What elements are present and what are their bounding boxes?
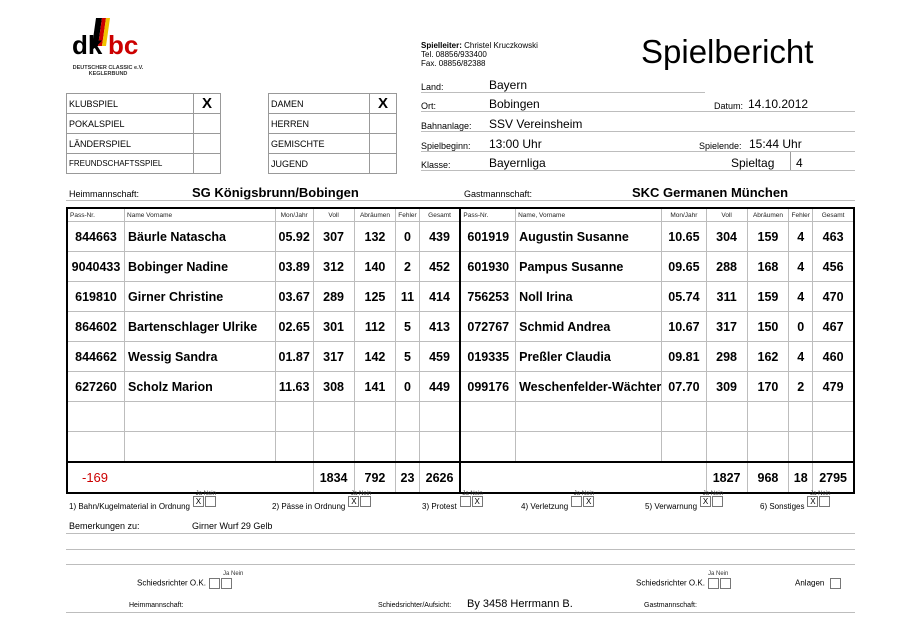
guest-cell-fehler[interactable]: 4 (789, 252, 813, 282)
home-cell-gesamt[interactable] (419, 402, 460, 432)
check-ja-checkbox[interactable]: X (700, 496, 711, 507)
home-cell-voll[interactable]: 289 (313, 282, 354, 312)
guest-cell-name[interactable]: Weschenfelder-Wächter (516, 372, 662, 402)
klasse-label: Klasse: (421, 160, 451, 170)
organizer-label: Spielleiter: (421, 41, 462, 50)
game-type-klubspiel: KLUBSPIEL (67, 94, 194, 114)
check-label: 5) Verwarnung (645, 502, 698, 511)
guest-cell-abr[interactable]: 168 (747, 252, 789, 282)
anlagen-block (795, 578, 841, 589)
check-item (645, 491, 723, 515)
check-ja-checkbox[interactable] (571, 496, 582, 507)
check-nein-checkbox[interactable] (712, 496, 723, 507)
home-cell-fehler[interactable]: 11 (396, 282, 419, 312)
home-cell-abr[interactable]: 125 (354, 282, 396, 312)
anlagen-label: Anlagen (795, 578, 825, 588)
guest-cell-gesamt[interactable]: 463 (813, 222, 854, 252)
col-pass: Pass-Nr. (460, 208, 515, 222)
spieltag-label: Spieltag (731, 156, 775, 170)
home-cell-abr[interactable]: 132 (354, 222, 396, 252)
guest-cell-abr[interactable]: 159 (747, 222, 789, 252)
guest-cell-pass[interactable]: 099176 (460, 372, 515, 402)
datum-label: Datum: (714, 101, 744, 111)
gender-type-mark[interactable] (370, 114, 397, 134)
anlagen-checkbox[interactable] (830, 578, 841, 589)
guest-cell-fehler[interactable]: 4 (789, 342, 813, 372)
col-abr: Abräumen (354, 208, 396, 222)
guest-cell-year[interactable]: 07.70 (662, 372, 706, 402)
guest-cell-pass[interactable] (460, 432, 515, 463)
col-year: Mon/Jahr (275, 208, 313, 222)
spielende-value[interactable]: 15:44 Uhr (749, 137, 802, 151)
game-type-mark[interactable]: X (194, 94, 221, 114)
logo-graphic (66, 16, 150, 60)
guest-team[interactable]: SKC Germanen München (632, 185, 789, 200)
results-table (66, 207, 855, 494)
organizer-name: Christel Kruczkowski (464, 41, 538, 50)
logo-letters-bc: bc (108, 30, 139, 60)
guest-cell-pass[interactable] (460, 402, 515, 432)
spielende-label: Spielende: (699, 141, 742, 151)
check-item (521, 491, 594, 515)
home-cell-voll[interactable] (313, 402, 354, 432)
ja-nein-label: Ja Nein (351, 491, 372, 497)
guest-cell-voll[interactable]: 309 (706, 372, 747, 402)
table-row (67, 312, 854, 342)
check-label: 4) Verletzung (521, 502, 569, 511)
guest-cell-abr[interactable]: 150 (747, 312, 789, 342)
home-cell-gesamt[interactable] (419, 432, 460, 463)
ja-nein-label: Ja Nein (810, 491, 831, 497)
home-cell-name[interactable] (125, 432, 276, 463)
guest-cell-year[interactable] (662, 402, 706, 432)
gender-type-damen: DAMEN (269, 94, 370, 114)
remarks-text[interactable]: Girner Wurf 29 Gelb (192, 521, 273, 531)
check-label: 2) Pässe in Ordnung (272, 502, 346, 511)
home-cell-abr[interactable]: 142 (354, 342, 396, 372)
check-nein-checkbox[interactable]: X (583, 496, 594, 507)
guest-cell-voll[interactable]: 311 (706, 282, 747, 312)
check-nein-checkbox[interactable]: X (472, 496, 483, 507)
home-cell-fehler[interactable]: 2 (396, 252, 419, 282)
guest-cell-gesamt[interactable]: 467 (813, 312, 854, 342)
game-type-table (66, 93, 221, 174)
guest-cell-abr[interactable]: 159 (747, 282, 789, 312)
home-cell-year[interactable]: 03.89 (275, 252, 313, 282)
bahnanlage-label: Bahnanlage: (421, 121, 472, 131)
col-name: Name, Vorname (516, 208, 662, 222)
game-type-mark[interactable] (194, 134, 221, 154)
home-cell-year[interactable]: 03.67 (275, 282, 313, 312)
table-row (67, 432, 854, 463)
col-voll: Voll (706, 208, 747, 222)
col-gesamt: Gesamt (813, 208, 854, 222)
home-cell-voll[interactable]: 312 (313, 252, 354, 282)
game-type-freundschaftsspiel: FREUNDSCHAFTSSPIEL (67, 154, 194, 174)
check-label: 1) Bahn/Kugelmaterial in Ordnung (69, 502, 190, 511)
referee-ok-left (137, 578, 232, 589)
home-cell-year[interactable] (275, 432, 313, 463)
guest-cell-gesamt[interactable]: 479 (813, 372, 854, 402)
logo-letters-dk: dk (72, 30, 103, 60)
guest-cell-name[interactable] (516, 432, 662, 463)
home-cell-voll[interactable]: 317 (313, 342, 354, 372)
home-cell-name[interactable] (125, 402, 276, 432)
col-fehler: Fehler (396, 208, 419, 222)
logo (66, 16, 150, 77)
home-cell-voll[interactable] (313, 432, 354, 463)
gender-type-gemischte: GEMISCHTE (269, 134, 370, 154)
logo-line1: DEUTSCHER CLASSIC e.V. (72, 65, 144, 71)
guest-cell-voll[interactable]: 288 (706, 252, 747, 282)
home-cell-gesamt[interactable]: 439 (419, 222, 460, 252)
col-gesamt: Gesamt (419, 208, 460, 222)
guest-total-voll: 1827 (706, 462, 747, 493)
ja-nein-label: Ja Nein (195, 491, 216, 497)
col-fehler: Fehler (789, 208, 813, 222)
guest-cell-year[interactable]: 10.65 (662, 222, 706, 252)
home-cell-gesamt[interactable]: 413 (419, 312, 460, 342)
referee-ok-label: Schiedsrichter O.K. (636, 578, 705, 588)
col-abr: Abräumen (747, 208, 789, 222)
table-row (67, 252, 854, 282)
guest-cell-voll[interactable] (706, 402, 747, 432)
home-cell-fehler[interactable] (396, 432, 419, 463)
home-team[interactable]: SG Königsbrunn/Bobingen (192, 185, 359, 200)
col-pass: Pass-Nr. (67, 208, 125, 222)
check-label: 6) Sonstiges (760, 502, 805, 511)
home-cell-pass[interactable]: 864602 (67, 312, 125, 342)
gender-type-jugend: JUGEND (269, 154, 370, 174)
home-total-fehler: 23 (396, 462, 419, 493)
check-ja-checkbox[interactable]: X (807, 496, 818, 507)
check-item (422, 491, 483, 515)
datum-value[interactable]: 14.10.2012 (748, 97, 809, 111)
guest-cell-gesamt[interactable]: 460 (813, 342, 854, 372)
sig-ref-label: Schiedsrichter/Aufsicht: (378, 602, 452, 609)
home-label: Heimmannschaft: (69, 189, 140, 199)
sig-home-label: Heimmannschaft: (129, 602, 184, 609)
check-nein-checkbox[interactable] (205, 496, 216, 507)
game-type-pokalspiel: POKALSPIEL (67, 114, 194, 134)
guest-cell-pass[interactable]: 072767 (460, 312, 515, 342)
guest-cell-abr[interactable] (747, 432, 789, 463)
organizer-tel: Tel. 08856/933400 (421, 50, 487, 59)
table-header (67, 208, 854, 222)
referee-ok-ja-checkbox[interactable] (209, 578, 220, 589)
land-value[interactable]: Bayern (489, 78, 528, 92)
guest-cell-year[interactable]: 10.67 (662, 312, 706, 342)
guest-cell-year[interactable] (662, 432, 706, 463)
guest-cell-name[interactable]: Preßler Claudia (516, 342, 662, 372)
guest-cell-gesamt[interactable]: 470 (813, 282, 854, 312)
home-cell-pass[interactable]: 9040433 (67, 252, 125, 282)
gender-type-mark[interactable] (370, 154, 397, 174)
logo-line2: KEGLERBUND (88, 71, 128, 77)
ja-nein-label: Ja Nein (462, 491, 483, 497)
home-cell-pass[interactable]: 627260 (67, 372, 125, 402)
home-cell-year[interactable] (275, 402, 313, 432)
guest-cell-fehler[interactable]: 0 (789, 312, 813, 342)
check-nein-checkbox[interactable] (819, 496, 830, 507)
check-nein-checkbox[interactable] (360, 496, 371, 507)
table-row (67, 282, 854, 312)
table-row (67, 342, 854, 372)
home-cell-year[interactable]: 11.63 (275, 372, 313, 402)
home-total-voll: 1834 (313, 462, 354, 493)
home-cell-pass[interactable]: 844663 (67, 222, 125, 252)
col-name: Name Vorname (125, 208, 276, 222)
check-item (272, 491, 371, 515)
ja-nein-label: Ja Nein (708, 571, 729, 577)
ja-nein-label: Ja Nein (573, 491, 595, 497)
home-cell-pass[interactable] (67, 432, 125, 463)
gender-type-herren: HERREN (269, 114, 370, 134)
sig-guest-label: Gastmannschaft: (644, 602, 697, 609)
home-total-abr: 792 (354, 462, 396, 493)
guest-cell-abr[interactable]: 170 (747, 372, 789, 402)
guest-cell-fehler[interactable] (789, 432, 813, 463)
home-cell-gesamt[interactable]: 414 (419, 282, 460, 312)
bahnanlage-value[interactable]: SSV Vereinsheim (489, 117, 583, 131)
check-ja-checkbox[interactable]: X (348, 496, 359, 507)
spielbeginn-value[interactable]: 13:00 Uhr (489, 137, 542, 151)
game-type-mark[interactable] (194, 114, 221, 134)
guest-cell-gesamt[interactable]: 456 (813, 252, 854, 282)
game-type-laenderspiel: LÄNDERSPIEL (67, 134, 194, 154)
checks-row (66, 491, 855, 515)
table-row (67, 402, 854, 432)
guest-cell-fehler[interactable]: 4 (789, 282, 813, 312)
guest-cell-voll[interactable]: 317 (706, 312, 747, 342)
guest-cell-gesamt[interactable] (813, 432, 854, 463)
ja-nein-label: Ja Nein (702, 491, 724, 497)
referee-ok-right (636, 578, 731, 589)
guest-cell-pass[interactable]: 601930 (460, 252, 515, 282)
home-cell-name[interactable]: Bartenschlager Ulrike (125, 312, 276, 342)
home-total-gesamt: 2626 (419, 462, 460, 493)
referee-ok-nein-checkbox[interactable] (221, 578, 232, 589)
guest-cell-name[interactable]: Schmid Andrea (516, 312, 662, 342)
home-cell-fehler[interactable] (396, 402, 419, 432)
totals-row (67, 462, 854, 493)
home-cell-abr[interactable] (354, 432, 396, 463)
home-cell-fehler[interactable]: 0 (396, 222, 419, 252)
land-label: Land: (421, 82, 444, 92)
guest-cell-voll[interactable]: 304 (706, 222, 747, 252)
home-cell-fehler[interactable]: 5 (396, 312, 419, 342)
page-title: Spielbericht (641, 33, 814, 70)
home-cell-pass[interactable]: 844662 (67, 342, 125, 372)
guest-cell-fehler[interactable] (789, 402, 813, 432)
spieltag-value[interactable]: 4 (796, 156, 803, 170)
guest-total-abr: 968 (747, 462, 789, 493)
gender-type-mark[interactable] (370, 134, 397, 154)
guest-cell-pass[interactable]: 601919 (460, 222, 515, 252)
table-row (67, 222, 854, 252)
referee-ok-nein-checkbox[interactable] (720, 578, 731, 589)
home-cell-gesamt[interactable]: 449 (419, 372, 460, 402)
ort-value[interactable]: Bobingen (489, 97, 540, 111)
home-cell-abr[interactable]: 112 (354, 312, 396, 342)
home-cell-abr[interactable]: 141 (354, 372, 396, 402)
guest-total-gesamt: 2795 (813, 462, 854, 493)
check-ja-checkbox[interactable]: X (193, 496, 204, 507)
check-item (760, 491, 830, 515)
gender-type-table (268, 93, 397, 174)
home-cell-name[interactable]: Scholz Marion (125, 372, 276, 402)
home-cell-year[interactable]: 05.92 (275, 222, 313, 252)
guest-cell-fehler[interactable]: 4 (789, 222, 813, 252)
guest-cell-pass[interactable]: 756253 (460, 282, 515, 312)
check-item (69, 491, 216, 515)
guest-total-spacer (460, 462, 706, 493)
gender-type-mark[interactable]: X (370, 94, 397, 114)
home-cell-abr[interactable] (354, 402, 396, 432)
guest-cell-year[interactable]: 05.74 (662, 282, 706, 312)
home-cell-name[interactable]: Wessig Sandra (125, 342, 276, 372)
guest-cell-fehler[interactable]: 2 (789, 372, 813, 402)
score-difference: -169 (67, 462, 313, 493)
home-cell-voll[interactable]: 307 (313, 222, 354, 252)
klasse-value[interactable]: Bayernliga (489, 156, 546, 170)
sig-ref-value[interactable]: By 3458 Herrmann B. (467, 598, 573, 610)
col-year: Mon/Jahr (662, 208, 706, 222)
home-cell-pass[interactable] (67, 402, 125, 432)
guest-cell-name[interactable]: Augustin Susanne (516, 222, 662, 252)
home-cell-name[interactable]: Girner Christine (125, 282, 276, 312)
guest-cell-year[interactable]: 09.65 (662, 252, 706, 282)
home-cell-name[interactable]: Bäurle Natascha (125, 222, 276, 252)
guest-cell-name[interactable] (516, 402, 662, 432)
guest-cell-abr[interactable]: 162 (747, 342, 789, 372)
guest-cell-pass[interactable]: 019335 (460, 342, 515, 372)
guest-cell-gesamt[interactable] (813, 402, 854, 432)
ja-nein-label: Ja Nein (223, 571, 244, 577)
guest-cell-voll[interactable] (706, 432, 747, 463)
guest-label: Gastmannschaft: (464, 189, 533, 199)
home-cell-year[interactable]: 02.65 (275, 312, 313, 342)
guest-cell-name[interactable]: Noll Irina (516, 282, 662, 312)
ort-label: Ort: (421, 101, 436, 111)
referee-ok-label: Schiedsrichter O.K. (137, 578, 206, 588)
home-cell-gesamt[interactable]: 452 (419, 252, 460, 282)
check-label: 3) Protest (422, 502, 457, 511)
guest-cell-name[interactable]: Pampus Susanne (516, 252, 662, 282)
game-type-mark[interactable] (194, 154, 221, 174)
guest-cell-abr[interactable] (747, 402, 789, 432)
guest-total-fehler: 18 (789, 462, 813, 493)
spielbeginn-label: Spielbeginn: (421, 141, 471, 151)
home-cell-year[interactable]: 01.87 (275, 342, 313, 372)
home-cell-pass[interactable]: 619810 (67, 282, 125, 312)
col-voll: Voll (313, 208, 354, 222)
home-cell-fehler[interactable]: 0 (396, 372, 419, 402)
guest-cell-voll[interactable]: 298 (706, 342, 747, 372)
organizer-block (421, 41, 538, 68)
referee-ok-ja-checkbox[interactable] (708, 578, 719, 589)
home-cell-gesamt[interactable]: 459 (419, 342, 460, 372)
home-cell-fehler[interactable]: 5 (396, 342, 419, 372)
home-cell-voll[interactable]: 308 (313, 372, 354, 402)
organizer-fax: Fax. 08856/82388 (421, 59, 486, 68)
table-row (67, 372, 854, 402)
remarks-label: Bemerkungen zu: (69, 521, 140, 531)
guest-cell-year[interactable]: 09.81 (662, 342, 706, 372)
home-cell-voll[interactable]: 301 (313, 312, 354, 342)
home-cell-name[interactable]: Bobinger Nadine (125, 252, 276, 282)
home-cell-abr[interactable]: 140 (354, 252, 396, 282)
check-ja-checkbox[interactable] (460, 496, 471, 507)
